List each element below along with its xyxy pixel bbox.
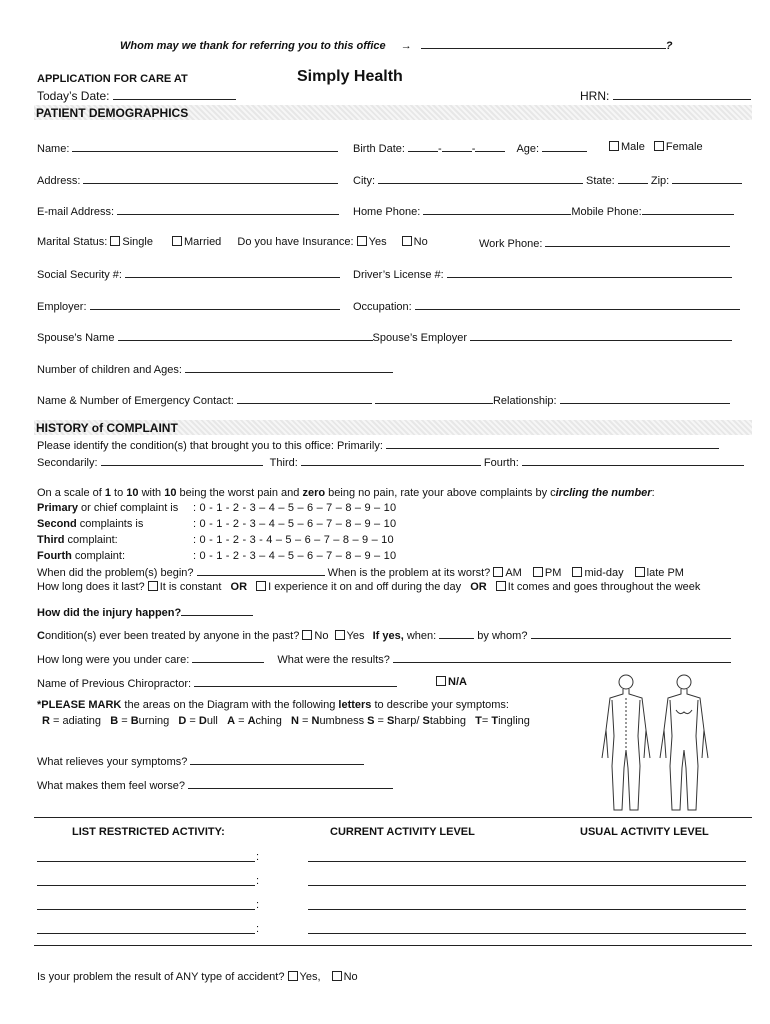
- late-pm-checkbox[interactable]: [635, 567, 645, 577]
- prev-chiro-field[interactable]: [194, 676, 397, 687]
- email-field[interactable]: [117, 204, 339, 215]
- mid-day-checkbox[interactable]: [572, 567, 582, 577]
- activity-level-line-2[interactable]: [308, 885, 746, 886]
- hrn-field[interactable]: [613, 89, 751, 100]
- single-checkbox[interactable]: [110, 236, 120, 246]
- married-checkbox[interactable]: [172, 236, 182, 246]
- treated-no-checkbox[interactable]: [302, 630, 312, 640]
- gender-row: Male Female: [609, 141, 703, 153]
- fourth-field[interactable]: [522, 455, 744, 466]
- scale-row-primary: Primary or chief complaint is: [37, 502, 179, 514]
- emergency-number-field[interactable]: [375, 393, 493, 404]
- home-phone-field[interactable]: [423, 204, 571, 215]
- spouse-name-field[interactable]: [118, 330, 373, 341]
- activity-colon-2: :: [256, 875, 260, 887]
- current-activity-header: CURRENT ACTIVITY LEVEL: [330, 826, 475, 838]
- third-field[interactable]: [301, 455, 481, 466]
- birth-year-field[interactable]: [475, 141, 505, 152]
- care-duration-field[interactable]: [192, 652, 264, 663]
- activity-colon-3: :: [256, 899, 260, 911]
- accident-row: Is your problem the result of ANY type of accident? Yes, No: [37, 971, 358, 983]
- relieves-field[interactable]: [190, 754, 364, 765]
- activity-bottom-rule: [34, 945, 752, 946]
- occupation-row: Occupation:: [353, 299, 740, 313]
- injury-row: How did the injury happen?: [37, 605, 253, 619]
- email-row: E-mail Address:: [37, 204, 339, 218]
- injury-field[interactable]: [181, 605, 253, 616]
- relieves-row: What relieves your symptoms?: [37, 754, 364, 768]
- marital-row: Marital Status: Single Married Do you have Insurance: Yes No: [37, 236, 428, 248]
- children-field[interactable]: [185, 362, 393, 373]
- arrow-right-icon: →: [400, 40, 412, 52]
- activity-level-line-4[interactable]: [308, 933, 746, 934]
- occupation-field[interactable]: [415, 299, 740, 310]
- prev-chiro-row: Name of Previous Chiropractor:: [37, 676, 397, 690]
- todays-date-field[interactable]: [113, 89, 236, 100]
- mobile-phone-field[interactable]: [642, 204, 734, 215]
- treated-when-field[interactable]: [439, 628, 474, 639]
- scale-row-second: Second complaints is: [37, 518, 144, 530]
- age-field[interactable]: [542, 141, 587, 152]
- insurance-no-checkbox[interactable]: [402, 236, 412, 246]
- clinic-name: Simply Health: [297, 68, 403, 85]
- body-diagram[interactable]: [596, 670, 721, 815]
- restricted-activity-line-4[interactable]: [37, 933, 255, 934]
- application-label: APPLICATION FOR CARE AT: [37, 73, 188, 85]
- mark-instructions: *PLEASE MARK the areas on the Diagram with the following letters to describe your symptoms:: [37, 699, 509, 711]
- spouse-employer-field[interactable]: [470, 330, 732, 341]
- comes-goes-checkbox[interactable]: [496, 581, 506, 591]
- complaint-header: HISTORY of COMPLAINT: [34, 420, 752, 435]
- birth-day-field[interactable]: [442, 141, 472, 152]
- scale-row-third: Third complaint:: [37, 534, 118, 546]
- activity-level-line-1[interactable]: [308, 861, 746, 862]
- address-field[interactable]: [83, 173, 338, 184]
- work-phone-row: Work Phone:: [479, 236, 730, 250]
- activity-colon-4: :: [256, 923, 260, 935]
- worse-field[interactable]: [188, 778, 393, 789]
- home-phone-row: Home Phone: Mobile Phone:: [353, 204, 734, 218]
- how-long-row: How long does it last? It is constant OR I experience it on and off during the day OR It comes and goes throughout the week: [37, 581, 701, 593]
- zip-field[interactable]: [672, 173, 742, 184]
- restricted-activity-header: LIST RESTRICTED ACTIVITY:: [72, 826, 225, 838]
- female-checkbox[interactable]: [654, 141, 664, 151]
- activity-colon-1: :: [256, 851, 260, 863]
- pm-checkbox[interactable]: [533, 567, 543, 577]
- restricted-activity-line-3[interactable]: [37, 909, 255, 910]
- todays-date-row: Today’s Date:: [37, 89, 236, 103]
- primarily-field[interactable]: [386, 438, 719, 449]
- state-zip-row: State: Zip:: [586, 173, 742, 187]
- on-off-checkbox[interactable]: [256, 581, 266, 591]
- referral-field[interactable]: [421, 38, 666, 49]
- symptom-legend: R = adiating B = Burning D = Dull A = Aching N = Numbness S = Sharp/ Stabbing T= Tingling: [42, 715, 530, 727]
- city-field[interactable]: [378, 173, 583, 184]
- name-field[interactable]: [72, 141, 338, 152]
- restricted-activity-line-2[interactable]: [37, 885, 255, 886]
- hrn-row: HRN:: [580, 89, 751, 103]
- accident-no-checkbox[interactable]: [332, 971, 342, 981]
- results-field[interactable]: [393, 652, 731, 663]
- activity-divider: [34, 817, 752, 818]
- identify-row: Please identify the condition(s) that brought you to this office: Primarily:: [37, 438, 719, 452]
- am-checkbox[interactable]: [493, 567, 503, 577]
- worse-row: What makes them feel worse?: [37, 778, 393, 792]
- usual-activity-header: USUAL ACTIVITY LEVEL: [580, 826, 709, 838]
- scale-third[interactable]: : 0 - 1 - 2 - 3 - 4 – 5 – 6 – 7 – 8 – 9 – 10: [193, 534, 394, 546]
- when-began-field[interactable]: [197, 565, 325, 576]
- scale-row-fourth: Fourth complaint:: [37, 550, 126, 562]
- referral-question: Whom may we thank for referring you to this office → ?: [120, 40, 673, 52]
- treated-by-whom-field[interactable]: [531, 628, 731, 639]
- na-checkbox[interactable]: [436, 676, 446, 686]
- treated-row: Condition(s) ever been treated by anyone in the past? No Yes If yes, when: by whom?: [37, 628, 731, 642]
- ssn-field[interactable]: [125, 267, 340, 278]
- care-row: How long were you under care: What were the results?: [37, 652, 731, 666]
- name-row: Name:: [37, 141, 338, 155]
- secondarily-field[interactable]: [101, 455, 263, 466]
- employer-row: Employer:: [37, 299, 340, 313]
- state-field[interactable]: [618, 173, 648, 184]
- when-row: When did the problem(s) begin? When is the problem at its worst? AM PM mid-day late PM: [37, 567, 684, 579]
- children-row: Number of children and Ages:: [37, 362, 393, 376]
- male-checkbox[interactable]: [609, 141, 619, 151]
- emergency-name-field[interactable]: [237, 393, 372, 404]
- birth-date-row: Birth Date: - - Age:: [353, 141, 587, 155]
- address-row: Address:: [37, 173, 338, 187]
- relationship-field[interactable]: [560, 393, 730, 404]
- scale-fourth[interactable]: : 0 - 1 - 2 - 3 – 4 – 5 – 6 – 7 – 8 – 9 – 10: [193, 550, 397, 562]
- work-phone-field[interactable]: [545, 236, 730, 247]
- scale-intro: On a scale of 1 to 10 with 10 being the worst pain and zero being no pain, rate your above complaints by circling the number:: [37, 487, 655, 499]
- scale-primary[interactable]: : 0 - 1 - 2 - 3 – 4 – 5 – 6 – 7 – 8 – 9 – 10: [193, 502, 397, 514]
- drivers-license-field[interactable]: [447, 267, 732, 278]
- birth-month-field[interactable]: [408, 141, 438, 152]
- insurance-yes-checkbox[interactable]: [357, 236, 367, 246]
- city-row: City:: [353, 173, 583, 187]
- activity-level-line-3[interactable]: [308, 909, 746, 910]
- scale-second[interactable]: : 0 - 1 - 2 - 3 – 4 – 5 – 6 – 7 – 8 – 9 – 10: [193, 518, 397, 530]
- drivers-license-row: Driver’s License #:: [353, 267, 732, 281]
- restricted-activity-line-1[interactable]: [37, 861, 255, 862]
- secondarily-row: Secondarily: Third: Fourth:: [37, 455, 744, 469]
- spouse-row: Spouse’s Name Spouse’s Employer: [37, 330, 732, 344]
- treated-yes-checkbox[interactable]: [335, 630, 345, 640]
- demographics-header: PATIENT DEMOGRAPHICS: [34, 105, 752, 120]
- na-row: N/A: [436, 676, 467, 688]
- constant-checkbox[interactable]: [148, 581, 158, 591]
- accident-yes-checkbox[interactable]: [288, 971, 298, 981]
- employer-field[interactable]: [90, 299, 340, 310]
- body-front-figure: [660, 675, 708, 810]
- body-back-figure: [602, 675, 650, 810]
- emergency-row: Name & Number of Emergency Contact: Relationship:: [37, 393, 730, 407]
- ssn-row: Social Security #:: [37, 267, 340, 281]
